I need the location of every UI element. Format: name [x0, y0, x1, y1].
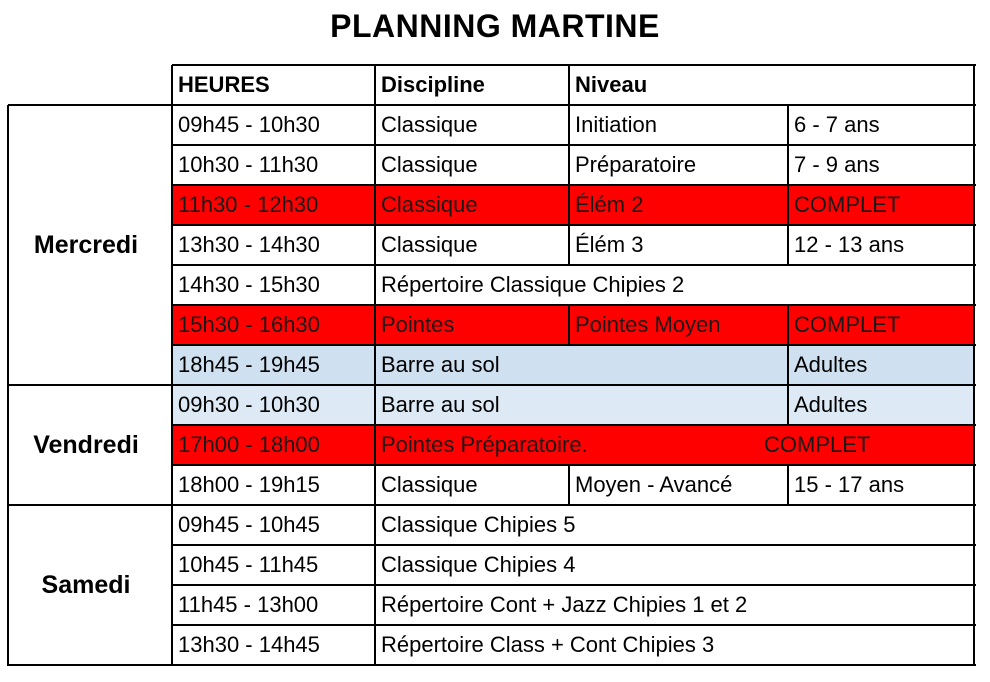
- grid-line: [787, 105, 789, 146]
- grid-line: [568, 145, 570, 186]
- discipline-cell: Barre au sol: [381, 352, 500, 377]
- grid-line: [172, 344, 976, 346]
- grid-line: [374, 385, 376, 426]
- discipline-cell: Classique: [381, 192, 478, 217]
- day-label-mercredi: Mercredi: [33, 230, 139, 259]
- grid-line: [8, 104, 976, 106]
- grid-line: [568, 225, 570, 266]
- grid-line: [374, 505, 376, 546]
- grid-line: [7, 105, 9, 666]
- grid-line: [568, 105, 570, 146]
- grid-line: [171, 105, 173, 666]
- level-cell: Préparatoire: [575, 152, 697, 177]
- hours-cell: 18h00 - 19h15: [178, 472, 320, 497]
- status-complet: COMPLET: [794, 192, 901, 217]
- grid-line: [374, 145, 376, 186]
- discipline-cell: Pointes: [381, 312, 455, 337]
- hours-cell: 14h30 - 15h30: [178, 272, 320, 297]
- grid-line: [568, 185, 570, 226]
- status-complet: COMPLET: [764, 432, 871, 457]
- level-cell: Moyen - Avancé: [575, 472, 733, 497]
- grid-line: [374, 585, 376, 626]
- discipline-cell: Classique Chipies 4: [381, 552, 576, 577]
- age-cell: 7 - 9 ans: [794, 152, 880, 177]
- grid-line: [568, 465, 570, 506]
- grid-line: [374, 305, 376, 346]
- grid-line: [568, 65, 570, 106]
- day-label-vendredi: Vendredi: [33, 430, 139, 459]
- grid-line: [973, 105, 975, 666]
- grid-line: [172, 144, 976, 146]
- grid-line: [973, 65, 975, 106]
- header-hours: HEURES: [178, 72, 270, 97]
- grid-line: [374, 425, 376, 466]
- hours-cell: 11h45 - 13h00: [178, 592, 319, 617]
- grid-line: [787, 305, 789, 346]
- grid-line: [787, 465, 789, 506]
- age-cell: 15 - 17 ans: [794, 472, 905, 497]
- hours-cell: 09h45 - 10h45: [178, 512, 320, 537]
- grid-line: [172, 304, 976, 306]
- age-cell: 6 - 7 ans: [794, 112, 880, 137]
- age-cell: 12 - 13 ans: [794, 232, 905, 257]
- grid-line: [787, 185, 789, 226]
- grid-line: [374, 545, 376, 586]
- discipline-cell: Répertoire Class + Cont Chipies 3: [381, 632, 715, 657]
- grid-line: [8, 664, 976, 666]
- grid-line: [787, 385, 789, 426]
- day-label-samedi: Samedi: [41, 570, 131, 599]
- hours-cell: 18h45 - 19h45: [178, 352, 320, 377]
- grid-line: [172, 584, 976, 586]
- discipline-cell: Répertoire Classique Chipies 2: [381, 272, 685, 297]
- grid-line: [172, 464, 976, 466]
- grid-line: [568, 305, 570, 346]
- hours-cell: 13h30 - 14h45: [178, 632, 320, 657]
- discipline-cell: Répertoire Cont + Jazz Chipies 1 et 2: [381, 592, 748, 617]
- hours-cell: 15h30 - 16h30: [178, 312, 320, 337]
- grid-line: [8, 384, 976, 386]
- level-cell: Élém 3: [575, 232, 644, 257]
- grid-line: [8, 504, 976, 506]
- grid-line: [374, 65, 376, 106]
- age-cell: Adultes: [794, 352, 868, 377]
- age-cell: Adultes: [794, 392, 868, 417]
- grid-line: [172, 64, 976, 66]
- page-title: PLANNING MARTINE: [330, 8, 660, 44]
- hours-cell: 10h30 - 11h30: [178, 152, 319, 177]
- header-discipline: Discipline: [381, 72, 485, 97]
- discipline-cell: Classique Chipies 5: [381, 512, 576, 537]
- grid-line: [172, 544, 976, 546]
- hours-cell: 13h30 - 14h30: [178, 232, 320, 257]
- hours-cell: 17h00 - 18h00: [178, 432, 320, 457]
- grid-line: [374, 265, 376, 306]
- grid-line: [374, 345, 376, 386]
- hours-cell: 09h45 - 10h30: [178, 112, 320, 137]
- grid-line: [374, 105, 376, 146]
- hours-cell: 09h30 - 10h30: [178, 392, 320, 417]
- discipline-cell: Pointes Préparatoire.: [381, 432, 588, 457]
- grid-line: [172, 184, 976, 186]
- grid-line: [172, 624, 976, 626]
- hours-cell: 10h45 - 11h45: [178, 552, 319, 577]
- level-cell: Initiation: [575, 112, 657, 137]
- discipline-cell: Classique: [381, 472, 478, 497]
- header-level: Niveau: [575, 72, 648, 97]
- grid-line: [787, 225, 789, 266]
- grid-line: [374, 465, 376, 506]
- grid-line: [374, 185, 376, 226]
- hours-cell: 11h30 - 12h30: [178, 192, 319, 217]
- grid-line: [374, 225, 376, 266]
- level-cell: Élém 2: [575, 192, 644, 217]
- discipline-cell: Classique: [381, 232, 478, 257]
- grid-line: [787, 145, 789, 186]
- grid-line: [172, 224, 976, 226]
- status-complet: COMPLET: [794, 312, 901, 337]
- grid-line: [172, 424, 976, 426]
- grid-line: [172, 264, 976, 266]
- level-cell: Pointes Moyen: [575, 312, 721, 337]
- grid-line: [374, 625, 376, 666]
- grid-line: [787, 345, 789, 386]
- grid-line: [171, 65, 173, 106]
- discipline-cell: Classique: [381, 152, 478, 177]
- discipline-cell: Barre au sol: [381, 392, 500, 417]
- discipline-cell: Classique: [381, 112, 478, 137]
